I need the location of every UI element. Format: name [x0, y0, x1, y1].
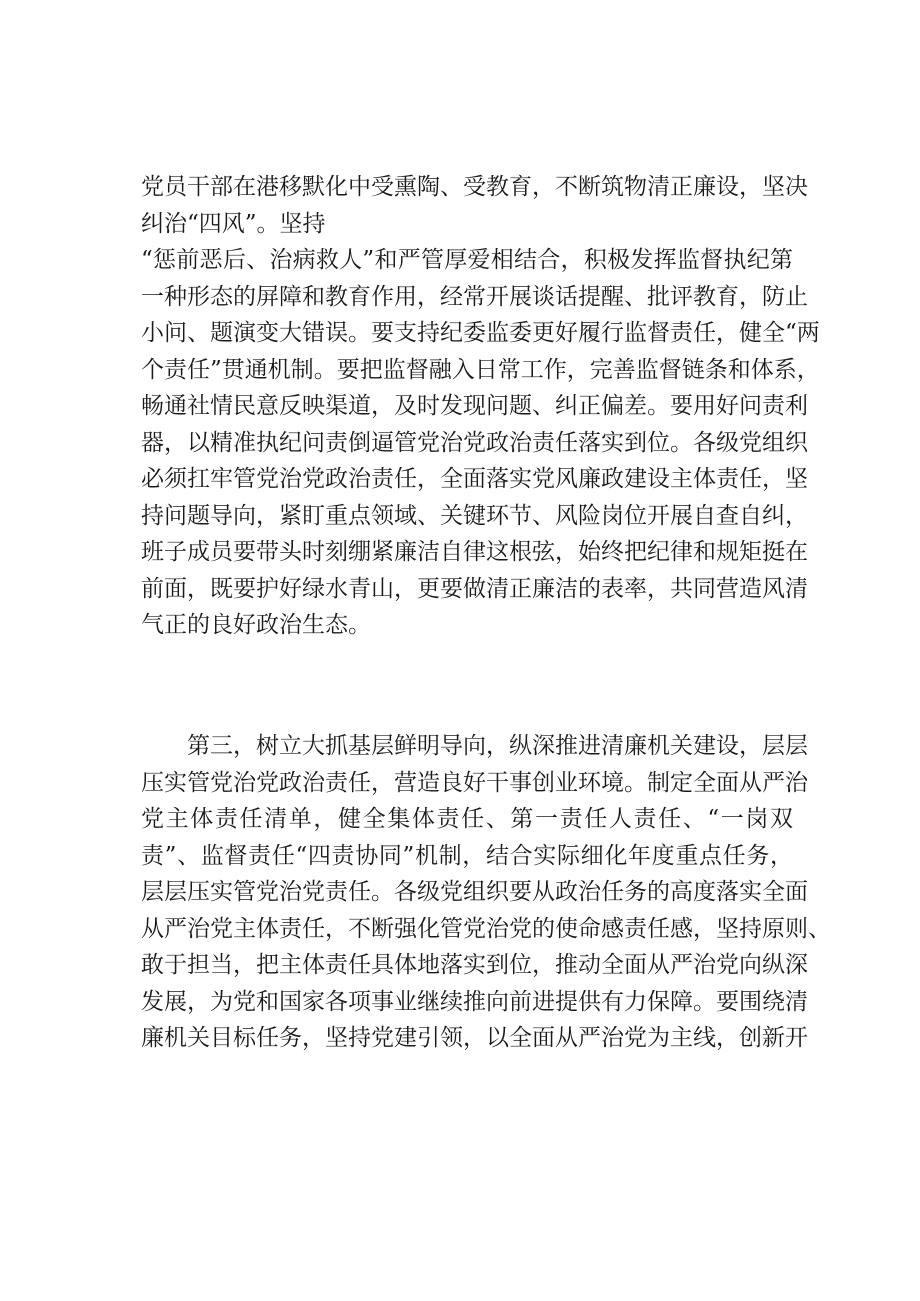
paragraph-1-line-2: 纠治“四风”。坚持 [141, 210, 326, 237]
paragraph-2-line-8: 发展，为党和国家各项事业继续推向前进提供有力保障。要围绕清 [141, 988, 808, 1015]
paragraph-1-line-8: 器，以精准执纪问责倒逼管党治党政治责任落实到位。各级党组织 [141, 429, 808, 456]
paragraph-2-line-9: 廉机关目标任务，坚持党建引领，以全面从严治党为主线，创新开 [141, 1025, 808, 1051]
paragraph-2-line-3: 党主体责任清单，健全集体责任、第一责任人责任、“一岗双 [141, 806, 793, 832]
paragraph-1-line-6: 个责任”贯通机制。要把监督融入日常工作，完善监督链条和体系， [141, 356, 820, 383]
paragraph-1-line-10: 持问题导向，紧盯重点领域、关键环节、风险岗位开展自查自纠， [141, 502, 808, 529]
paragraph-1-line-1: 党员干部在港移默化中受熏陶、受教育，不断筑物清正廉设，坚决 [141, 174, 808, 200]
paragraph-1-line-3: “惩前恶后、治病救人”和严管厚爱相结合，积极发挥监督执纪第 [141, 247, 793, 273]
paragraph-1-line-12: 前面，既要护好绿水青山，更要做清正廉洁的表率，共同营造风清 [141, 575, 808, 602]
paragraph-1 [141, 169, 820, 644]
paragraph-1-line-11: 班子成员要带头时刻绷紧廉洁自律这根弦，始终把纪律和规矩挺在 [141, 539, 808, 565]
paragraph-1-line-9: 必须扛牢管党治党政治责任，全面落实党风廉政建设主体责任，坚 [141, 466, 808, 492]
paragraph-2-line-2: 压实管党治党政治责任，营造良好干事创业环境。制定全面从严治 [141, 769, 808, 796]
paragraph-2 [141, 728, 831, 1057]
paragraph-2-line-7: 敢于担当，把主体责任具体地落实到位，推动全面从严治党向纵深 [141, 952, 808, 978]
paragraph-2-line-5: 层层压实管党治党责任。各级党组织要从政治任务的高度落实全面 [141, 879, 808, 905]
paragraph-1-line-4: 一种形态的屏障和教育作用，经常开展谈话提醒、批评教育，防止 [141, 283, 808, 310]
paragraph-2-line-4: 责”、监督责任“四责协同”机制，结合实际细化年度重点任务， [141, 842, 793, 869]
paragraph-2-line-6: 从严治党主体责任，不断强化管党治党的使命感责任感，坚持原则、 [141, 915, 831, 942]
paragraph-1-line-7: 畅通社情民意反映渠道，及时发现问题、纠正偏差。要用好问责利 [141, 393, 808, 419]
paragraph-1-line-13: 气正的良好政治生态。 [141, 612, 371, 638]
paragraph-1-line-5: 小问、题演变大错误。要支持纪委监委更好履行监督责任，健全“两 [141, 320, 820, 346]
paragraph-2-line-1: 第三，树立大抓基层鲜明导向，纵深推进清廉机关建设，层层 [141, 733, 808, 759]
